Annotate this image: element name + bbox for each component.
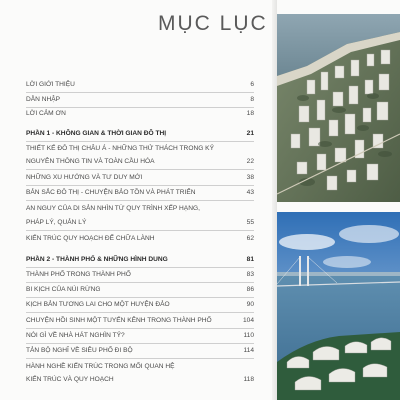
toc-entry-label: PHẦN 2 - THÀNH PHỐ & NHỮNG HÌNH DUNG <box>26 256 168 263</box>
toc-entry[interactable] <box>26 96 254 104</box>
toc-entry-label: LỜI CẢM ƠN <box>26 110 66 117</box>
divider <box>26 107 254 108</box>
toc-entry[interactable] <box>26 332 254 340</box>
toc-entry[interactable] <box>26 347 254 355</box>
toc-entry[interactable] <box>26 110 254 118</box>
toc-entry-label: KIẾN TRÚC VÀ QUY HOẠCH <box>26 376 114 383</box>
toc-entry-page: 114 <box>243 347 254 354</box>
toc-entry[interactable] <box>26 205 254 213</box>
toc-entry-page: 110 <box>243 332 254 339</box>
toc-entry-page: 81 <box>246 256 254 263</box>
divider <box>26 282 254 283</box>
divider <box>26 297 254 298</box>
divider <box>26 343 254 344</box>
toc-entry-label: PHẦN 1 - KHÔNG GIAN & THỜI GIAN ĐÔ THỊ <box>26 130 167 137</box>
toc-entry[interactable] <box>26 301 254 309</box>
toc-entry-label: BI KỊCH CỦA NÚI RỪNG <box>26 286 101 293</box>
divider <box>26 141 254 142</box>
toc-entry-label: LỜI GIỚI THIỆU <box>26 81 75 88</box>
toc-entry-page: 8 <box>250 96 254 103</box>
toc-entry-label: DẪN NHẬP <box>26 96 61 103</box>
toc-entry[interactable] <box>26 158 254 166</box>
divider <box>26 169 254 170</box>
toc-entry[interactable] <box>26 317 254 325</box>
toc-entry[interactable] <box>26 363 254 371</box>
toc-entry[interactable] <box>26 189 254 197</box>
aerial-city-photo <box>277 14 400 202</box>
toc-entry-page: 6 <box>250 81 254 88</box>
toc-entry-label: THÀNH PHỐ TRONG THÀNH PHỐ <box>26 271 131 278</box>
toc-entry[interactable] <box>26 81 254 89</box>
toc-entry[interactable] <box>26 145 254 153</box>
toc-entry[interactable] <box>26 235 254 243</box>
toc-entry-page: 104 <box>242 317 254 324</box>
toc-entry-page: 18 <box>246 110 254 117</box>
toc-entry-page: 21 <box>246 130 254 137</box>
toc-entry[interactable] <box>26 271 254 279</box>
divider <box>26 92 254 93</box>
aerial-city-illustration <box>277 14 400 202</box>
toc-entry-page: 62 <box>246 235 254 242</box>
divider <box>26 312 254 313</box>
toc-entry-label: NÓI GÌ VỀ NHÀ HÁT NGHÌN TỶ? <box>26 332 125 339</box>
toc-entry-page: 90 <box>246 301 254 308</box>
toc-entry-label: BẢN SẮC ĐÔ THỊ - CHUYỆN BẢO TỒN VÀ PHÁT TRIỂN <box>26 189 196 196</box>
divider <box>26 230 254 231</box>
toc-entry-page: 83 <box>246 271 254 278</box>
bay-bridge-photo <box>277 212 400 400</box>
toc-entry-label: KỊCH BẢN TƯƠNG LAI CHO MỘT HUYỆN ĐẢO <box>26 301 170 308</box>
toc-entry-label: CHUYỆN HỒI SINH MỘT TUYẾN KÊNH TRONG THÀNH PHỐ <box>26 317 212 324</box>
toc-entry-label: AN NGUY CỦA DI SẢN NHÌN TỪ QUY TRÌNH XẾP HẠNG, <box>26 205 200 212</box>
toc-section-heading[interactable] <box>26 130 254 138</box>
toc-entry-page: 55 <box>246 219 254 226</box>
toc-entry-label: HÀNH NGHỀ KIẾN TRÚC TRONG MỐI QUAN HỆ <box>26 363 175 370</box>
toc-entry-label: THIẾT KẾ ĐÔ THỊ CHÂU Á - NHỮNG THỬ THÁCH TRONG KỶ <box>26 145 214 152</box>
toc-section-heading[interactable] <box>26 256 254 264</box>
divider <box>26 358 254 359</box>
page-title: MỤC LỤC <box>158 12 268 35</box>
toc-entry-label: TẢN BỘ NGHĨ VỀ SIÊU PHỐ ĐI BỘ <box>26 347 133 354</box>
toc-entry-page: 86 <box>246 286 254 293</box>
toc-entry[interactable] <box>26 286 254 294</box>
bay-bridge-illustration <box>277 212 400 400</box>
toc-entry-label: NGUYÊN THÔNG TIN VÀ TOÀN CẦU HÓA <box>26 158 155 165</box>
toc-entry-label: NHỮNG XU HƯỚNG VÀ TƯ DUY MỚI <box>26 174 143 181</box>
toc-entry-page: 22 <box>246 158 254 165</box>
divider <box>26 328 254 329</box>
divider <box>26 185 254 186</box>
toc-entry[interactable] <box>26 219 254 227</box>
toc-entry[interactable] <box>26 174 254 182</box>
toc-entry-page: 43 <box>246 189 254 196</box>
toc-entry-page: 118 <box>243 376 254 383</box>
divider <box>26 200 254 201</box>
toc-entry-label: PHÁP LÝ, QUẢN LÝ <box>26 219 87 226</box>
divider <box>26 267 254 268</box>
toc-entry-label: KIẾN TRÚC QUY HOẠCH ĐỂ CHỮA LÀNH <box>26 235 155 242</box>
toc-entry[interactable] <box>26 376 254 384</box>
toc-entry-page: 38 <box>246 174 254 181</box>
